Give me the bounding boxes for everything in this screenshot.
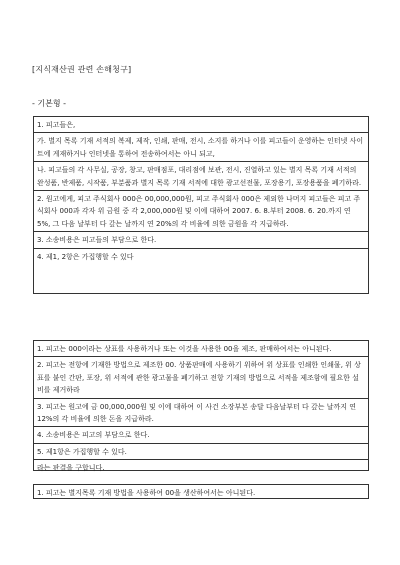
table-row: 3. 소송비용은 피고들의 부담으로 한다.: [34, 232, 368, 248]
claim-table-method: [33, 484, 369, 499]
table-row: 2. 원고에게, 피고 주식회사 000은 00,000,000원, 피고 주식회사 000은 제외한 나머지 피고들은 피고 주식회사 000과 각자 위 금원 중 각 2,000,000원 및 이에 대하여 2007. 6. 8.부터 2008. 6. 20.까지 연 5%, 그 다음 날부터 다 갚는 날까지 연 20%의 각 비율에 의한 금원을 각 지급하라.: [34, 191, 368, 232]
table-row: 나. 피고들의 각 사무실, 공장, 창고, 판매점포, 대리점에 보관, 전시, 진열하고 있는 별지 목록 기재 서적의 완성품, 반제품, 시작품, 부분품과 별지 목록 기재 서적에 대한 광고선전물, 포장용기, 포장용품을 폐기하라.: [34, 162, 368, 191]
table-row: 5. 제1항은 가집행할 수 있다.: [34, 444, 368, 460]
table-row: 1. 피고들은,: [34, 117, 368, 133]
table-row: 2. 피고는 전항에 기재한 방법으로 제조한 00. 상품판매에 사용하기 위하여 위 상표를 인쇄한 인쇄물, 위 상표를 붙인 간판, 포장, 위 서적에 관한 광고물을 폐기하고 전항 기재의 방법으로 서적을 제조함에 필요한 설비를 제거하라: [34, 357, 368, 398]
table-row: 1. 피고는 별지목록 기재 방법을 사용하여 00을 생산하여서는 아니된다.: [37, 489, 256, 497]
document-title: [지식재산권 관련 손해청구]: [32, 65, 132, 74]
table-row: 가. 별지 목록 기재 서적의 복제, 제작, 인쇄, 판매, 전시, 소지를 하거나 이를 피고들이 운영하는 인터넷 사이트에 게재하거나 인터넷을 통하여 전송하여서는 아니 되고,: [34, 133, 368, 162]
claim-table-basic: [33, 116, 369, 294]
document-subtitle: - 기본형 -: [32, 99, 67, 108]
table-row: 1. 피고는 000이라는 상표를 사용하거나 또는 이것을 사용한 00을 제조, 판매하여서는 아니된다.: [34, 341, 368, 357]
claim-table-trademark: [33, 340, 369, 471]
table-row: 3. 피고는 원고에 금 00,000,000원 및 이에 대하여 이 사건 소장부본 송달 다음날부터 다 갚는 날까지 연 12%의 각 비율에 의한 돈을 지급하라.: [34, 399, 368, 428]
table-row: 라는 판결을 구합니다.: [37, 464, 105, 473]
table-row: 4. 소송비용은 피고의 부담으로 한다.: [34, 427, 368, 443]
table-row: 4. 제1, 2항은 가집행할 수 있다: [37, 252, 134, 261]
